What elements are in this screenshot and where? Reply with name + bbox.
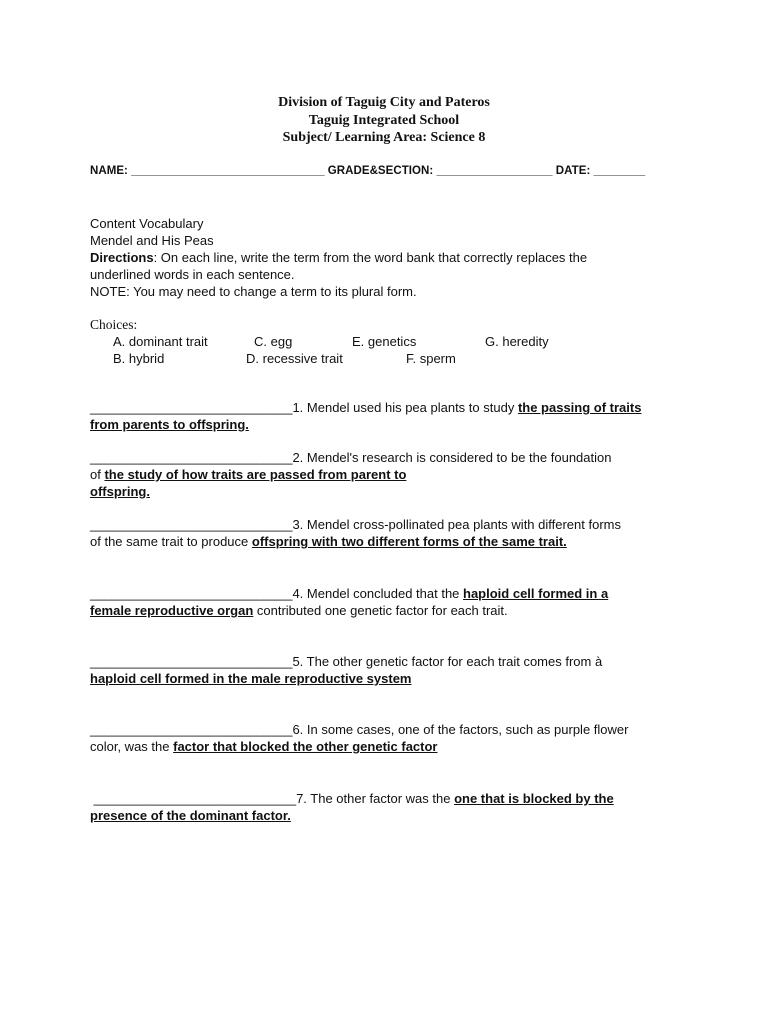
directions-label: Directions bbox=[90, 250, 154, 265]
answer-blank[interactable]: ____________________________ bbox=[90, 400, 293, 415]
underlined-phrase: the study of how traits are passed from parent to bbox=[104, 467, 407, 482]
choice-d: D. recessive trait bbox=[246, 351, 343, 366]
directions-text-1: : On each line, write the term from the word bank that correctly replaces the bbox=[153, 250, 588, 265]
choice-g: G. heredity bbox=[485, 334, 549, 349]
note-line: NOTE: You may need to change a term to its plural form. bbox=[90, 284, 417, 299]
answer-blank[interactable]: ____________________________ bbox=[90, 654, 293, 669]
directions-line-2: underlined words in each sentence. bbox=[90, 267, 295, 282]
choice-b: B. hybrid bbox=[113, 351, 165, 366]
question-text: 5. The other genetic factor for each trait comes from à bbox=[292, 654, 603, 669]
underlined-phrase: offspring with two different forms of the same trait. bbox=[251, 534, 567, 549]
student-info-row: NAME: ______________________________ GRADE&SECTION: __________________ DATE: ________ bbox=[90, 165, 646, 177]
directions-line-1 bbox=[90, 249, 680, 266]
subject-line: Subject/ Learning Area: Science 8 bbox=[282, 130, 486, 145]
section-title: Content Vocabulary bbox=[90, 216, 204, 231]
question-text: contributed one genetic factor for each trait. bbox=[253, 603, 508, 618]
choices-title: Choices: bbox=[90, 317, 138, 332]
question-text: 7. The other factor was the bbox=[296, 791, 455, 806]
question-5 bbox=[90, 653, 680, 687]
question-text: color, was the bbox=[90, 739, 174, 754]
answer-blank[interactable]: ____________________________ bbox=[90, 517, 293, 532]
division-title: Division of Taguig City and Pateros bbox=[278, 95, 490, 110]
question-3 bbox=[90, 516, 680, 550]
underlined-phrase: female reproductive organ bbox=[90, 603, 254, 618]
underlined-phrase: presence of the dominant factor. bbox=[90, 808, 291, 823]
intro-section bbox=[90, 215, 680, 300]
question-2 bbox=[90, 449, 680, 500]
choice-f: F. sperm bbox=[406, 351, 456, 366]
underlined-phrase: haploid cell formed in a bbox=[463, 586, 609, 601]
question-4 bbox=[90, 585, 680, 619]
school-name: Taguig Integrated School bbox=[308, 112, 460, 128]
answer-blank[interactable]: ____________________________ bbox=[90, 791, 297, 806]
answer-blank[interactable]: ____________________________ bbox=[90, 722, 293, 737]
choices-section bbox=[90, 316, 680, 333]
question-text: 6. In some cases, one of the factors, such as purple flower bbox=[292, 722, 629, 737]
question-7 bbox=[90, 790, 680, 824]
question-text: 3. Mendel cross-pollinated pea plants with different forms bbox=[292, 517, 621, 532]
section-subtitle: Mendel and His Peas bbox=[90, 233, 214, 248]
worksheet-header bbox=[0, 94, 768, 147]
answer-blank[interactable]: ____________________________ bbox=[90, 450, 293, 465]
question-text: of bbox=[90, 467, 105, 482]
underlined-phrase: the passing of traits bbox=[517, 400, 642, 415]
question-1 bbox=[90, 399, 680, 433]
question-text: 2. Mendel's research is considered to be the foundation bbox=[292, 450, 612, 465]
question-6 bbox=[90, 721, 680, 755]
underlined-phrase: haploid cell formed in the male reproductive system bbox=[90, 671, 412, 686]
choice-c: C. egg bbox=[254, 334, 293, 349]
underlined-phrase: from parents to offspring. bbox=[90, 417, 249, 432]
underlined-phrase: offspring. bbox=[90, 484, 150, 499]
question-text: of the same trait to produce bbox=[90, 534, 252, 549]
question-text: 1. Mendel used his pea plants to study bbox=[292, 400, 518, 415]
choice-e: E. genetics bbox=[352, 334, 417, 349]
underlined-phrase: factor that blocked the other genetic factor bbox=[173, 739, 438, 754]
answer-blank[interactable]: ____________________________ bbox=[90, 586, 293, 601]
question-text: 4. Mendel concluded that the bbox=[292, 586, 464, 601]
underlined-phrase: one that is blocked by the bbox=[454, 791, 614, 806]
choice-a: A. dominant trait bbox=[113, 334, 208, 349]
